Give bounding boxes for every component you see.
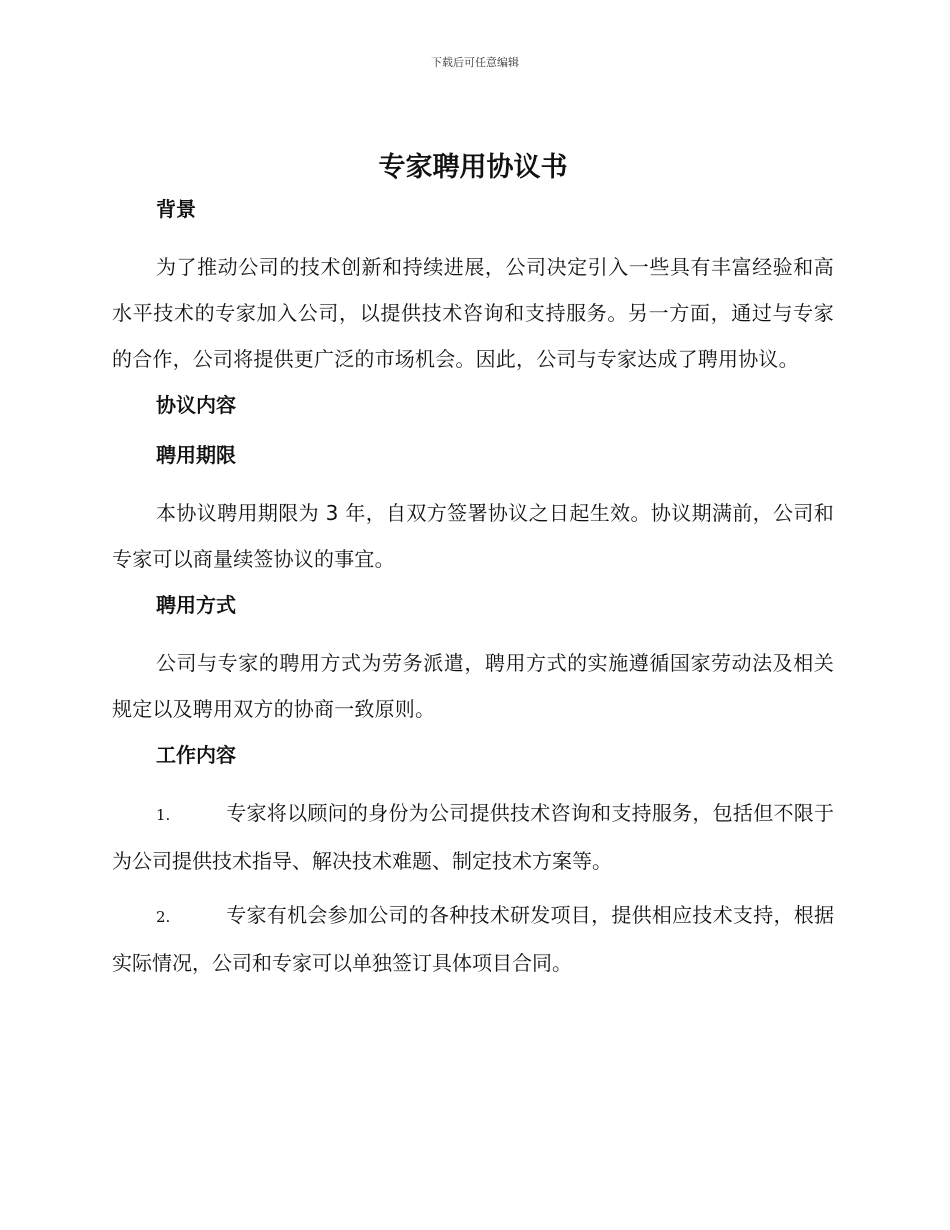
list-item (112, 790, 834, 884)
section-heading-work-content: 工作内容 (156, 743, 236, 767)
document-body (112, 148, 834, 994)
document-title: 专家聘用协议书 (378, 152, 568, 183)
paragraph-term: 本协议聘用期限为 3 年，自双方签署协议之日起生效。协议期满前，公司和专家可以商量续签协议的事宜。 (112, 501, 834, 571)
list-item-text: 专家将以顾问的身份为公司提供技术咨询和支持服务，包括但不限于为公司提供技术指导、解决技术难题、制定技术方案等。 (112, 801, 834, 873)
page-header-note: 下载后可任意编辑 (431, 56, 519, 69)
paragraph-employment-mode: 公司与专家的聘用方式为劳务派遣，聘用方式的实施遵循国家劳动法及相关规定以及聘用双方的协商一致原则。 (112, 651, 834, 721)
list-item-number: 1. (156, 806, 171, 824)
section-heading-background: 背景 (156, 197, 196, 221)
list-item-number: 2. (156, 908, 171, 926)
paragraph-background: 为了推动公司的技术创新和持续进展，公司决定引入一些具有丰富经验和高水平技术的专家加入公司，以提供技术咨询和支持服务。另一方面，通过与专家的合作，公司将提供更广泛的市场机会。因此，公司与专家达成了聘用协议。 (112, 255, 834, 371)
list-item-text: 专家有机会参加公司的各种技术研发项目，提供相应技术支持，根据实际情况，公司和专家可以单独签订具体项目合同。 (112, 903, 834, 975)
section-heading-agreement-content: 协议内容 (156, 393, 236, 417)
section-heading-term: 聘用期限 (156, 443, 236, 467)
list-item (112, 892, 834, 986)
section-heading-employment-mode: 聘用方式 (156, 593, 236, 617)
